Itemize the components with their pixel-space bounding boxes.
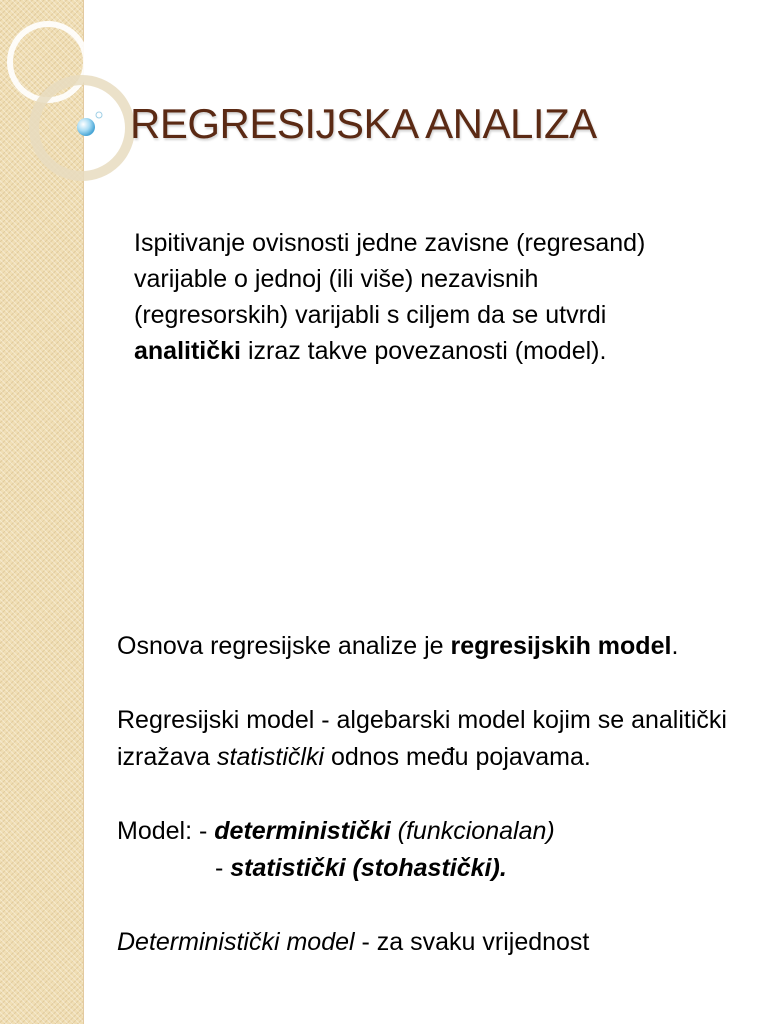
definition-text-1: Regresijski model - algebarski model kojim se analitički izražava [117, 706, 727, 771]
model-dash: - [215, 854, 231, 882]
deterministic-text: - za svaku vrijednost [354, 928, 590, 956]
model-type-2-bold: statistički (stohastički). [230, 854, 507, 882]
intro-text-1: Ispitivanje ovisnosti jedne zavisne (regresand) varijable o jednoj (ili više) nezavisnih (regresorskih) varijabli s ciljem da se utvrdi [134, 229, 646, 329]
basis-paragraph [117, 628, 757, 665]
model-type-1-qualifier: (funkcionalan) [390, 817, 555, 845]
spacer [117, 776, 757, 813]
deterministic-term: Deterministički model [117, 928, 355, 956]
basis-bold-term: regresijskih model [450, 632, 672, 660]
body-content [117, 628, 757, 961]
definition-italic-term: statističlki [217, 743, 325, 771]
definition-paragraph [117, 702, 757, 776]
small-bubble-outline [96, 112, 102, 118]
model-type-line-1 [117, 813, 757, 850]
blue-bubble [77, 118, 95, 136]
intro-text-2: izraz takve povezanosti (model). [241, 337, 607, 365]
basis-text: Osnova regresijske analize je [117, 632, 451, 660]
slide-title: REGRESIJSKA ANALIZA [130, 100, 597, 147]
model-label: Model: - [117, 817, 215, 845]
model-type-line-2 [117, 850, 757, 887]
spacer [117, 887, 757, 924]
model-type-1-bold: deterministički [214, 817, 391, 845]
decorative-circles [0, 0, 140, 200]
intro-paragraph [134, 225, 694, 369]
basis-end: . [671, 632, 679, 660]
deterministic-paragraph [117, 924, 757, 961]
intro-bold-term: analitički [134, 337, 241, 365]
definition-text-2: odnos među pojavama. [324, 743, 591, 771]
spacer [117, 665, 757, 702]
